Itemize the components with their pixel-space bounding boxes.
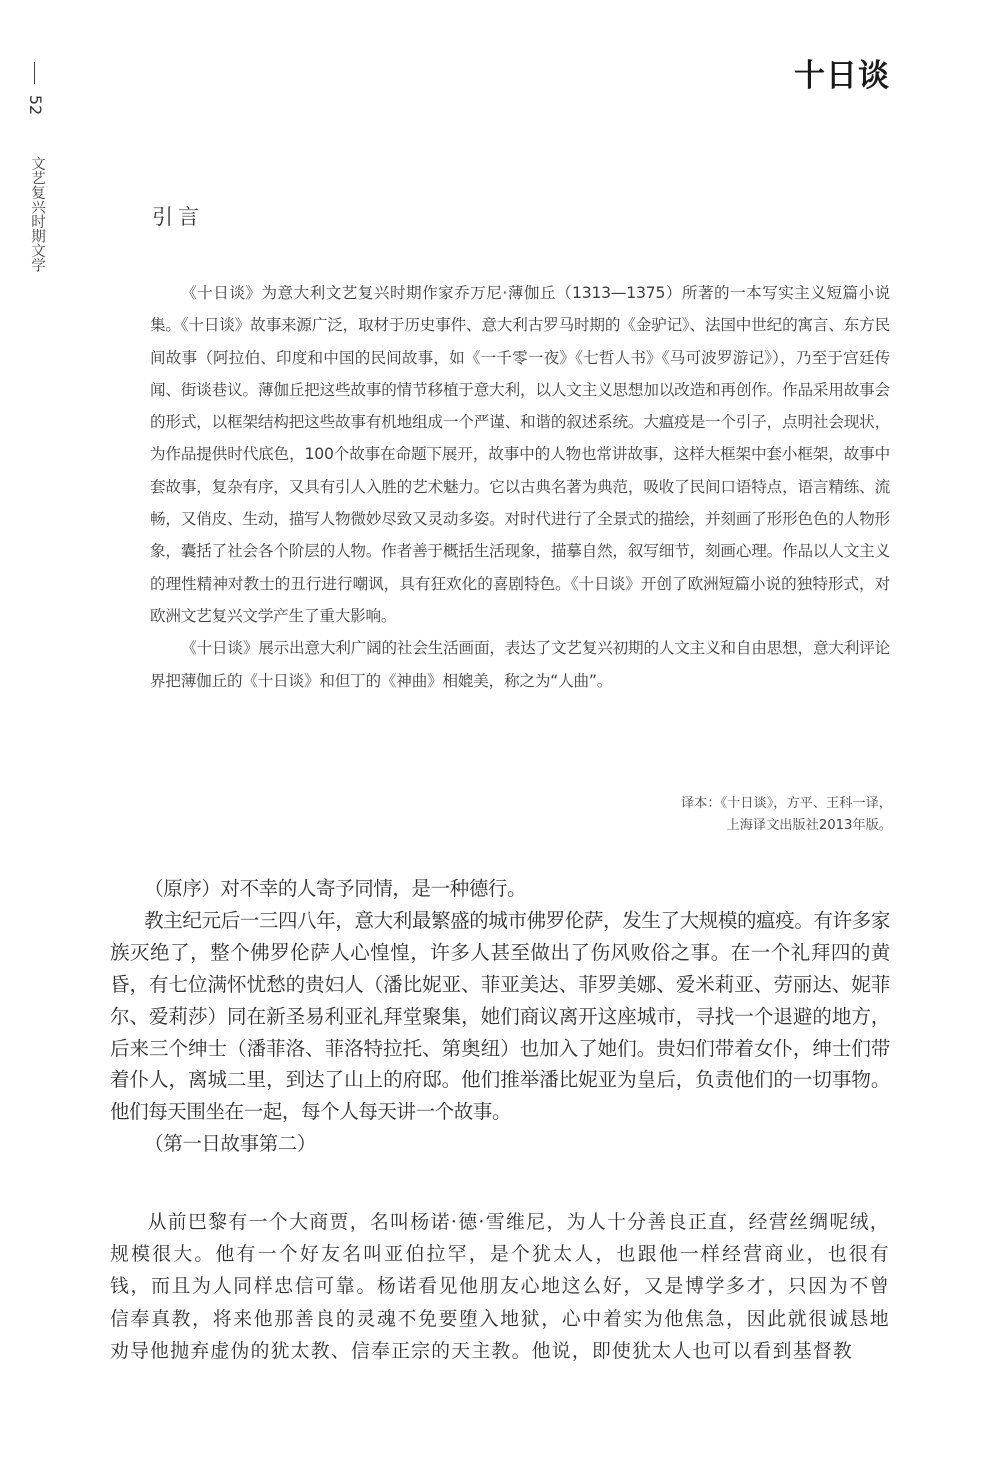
intro-paragraph: 《十日谈》为意大利文艺复兴时期作家乔万尼·薄伽丘（1313—1375）所著的一本写实主义短篇小说集。《十日谈》故事来源广泛，取材于历史事件、意大利古罗马时期的《金驴记》、法国中世纪的寓言、东方民间故事（阿拉伯、印度和中国的民间故事，如《一千零一夜》《七哲人书》《马可波罗游记》），乃至于宫廷传闻、街谈巷议。薄伽丘把这些故事的情节移植于意大利，以人文主义思想加以改造和再创作。作品采用故事会的形式，以框架结构把这些故事有机地组成一个严谨、和谐的叙述系统。大瘟疫是一个引子，点明社会现状，为作品提供时代底色，100个故事在命题下展开，故事中的人物也常讲故事，这样大框架中套小框架，故事中套故事，复杂有序，又具有引人入胜的艺术魅力。它以古典名著为典范，吸收了民间口语特点，语言精练、流畅，又俏皮、生动，描写人物微妙尽致又灵动多姿。对时代进行了全景式的描绘，并刻画了形形色色的人物形象，囊括了社会各个阶层的人物。作者善于概括生活现象，描摹自然，叙写细节，刻画心理。作品以人文主义的理性精神对教士的丑行进行嘲讽，具有狂欢化的喜剧特色。《十日谈》开创了欧洲短篇小说的独特形式，对欧洲文艺复兴文学产生了重大影响。 [150, 284, 890, 625]
excerpt-paragraph: （第一日故事第二） [144, 1132, 317, 1156]
source-line: 上海译文出版社2013年版。 [726, 818, 892, 833]
source-line: 译本：《十日谈》，方平、王科一译， [681, 796, 892, 811]
intro-body [150, 277, 890, 697]
story-body [110, 1207, 890, 1368]
running-title: 文艺复兴时期文学 [29, 156, 45, 272]
translation-source [681, 793, 892, 837]
excerpt-paragraph: （原序）对不幸的人寄予同情，是一种德行。 [144, 877, 527, 900]
work-title: 十日谈 [794, 58, 890, 94]
story-paragraph: 从前巴黎有一个大商贾，名叫杨诺·德·雪维尼，为人十分善良正直，经营丝绸呢绒，规模很大。他有一个好友名叫亚伯拉罕，是个犹太人，也跟他一样经营商业，也很有钱，而且为人同样忠信可靠。杨诺看见他朋友心地这么好，又是博学多才，只因为不曾信奉真教，将来他那善良的灵魂不免要堕入地狱，心中着实为他焦急，因此就很诚恳地劝导他抛弃虚伪的犹太教、信奉正宗的天主教。他说，即使犹太人也可以看到基督教 [110, 1212, 890, 1362]
excerpt-body [110, 873, 890, 1160]
intro-paragraph: 《十日谈》展示出意大利广阔的社会生活画面，表达了文艺复兴初期的人文主义和自由思想，意大利评论界把薄伽丘的《十日谈》和但丁的《神曲》相媲美，称之为“人曲”。 [150, 639, 890, 690]
page-number: 52 [26, 94, 45, 116]
intro-heading: 引言 [152, 205, 204, 229]
side-rule [34, 62, 35, 84]
excerpt-paragraph: 教主纪元后一三四八年，意大利最繁盛的城市佛罗伦萨，发生了大规模的瘟疫。有许多家族灭绝了，整个佛罗伦萨人心惶惶，许多人甚至做出了伤风败俗之事。在一个礼拜四的黄昏，有七位满怀忧愁的贵妇人（潘比妮亚、菲亚美达、菲罗美娜、爱米莉亚、劳丽达、妮菲尔、爱莉莎）同在新圣易利亚礼拜堂聚集，她们商议离开这座城市，寻找一个退避的地方，后来三个绅士（潘菲洛、菲洛特拉托、第奥纽）也加入了她们。贵妇们带着女仆，绅士们带着仆人，离城二里，到达了山上的府邸。他们推举潘比妮亚为皇后，负责他们的一切事物。他们每天围坐在一起，每个人每天讲一个故事。 [110, 908, 890, 1124]
